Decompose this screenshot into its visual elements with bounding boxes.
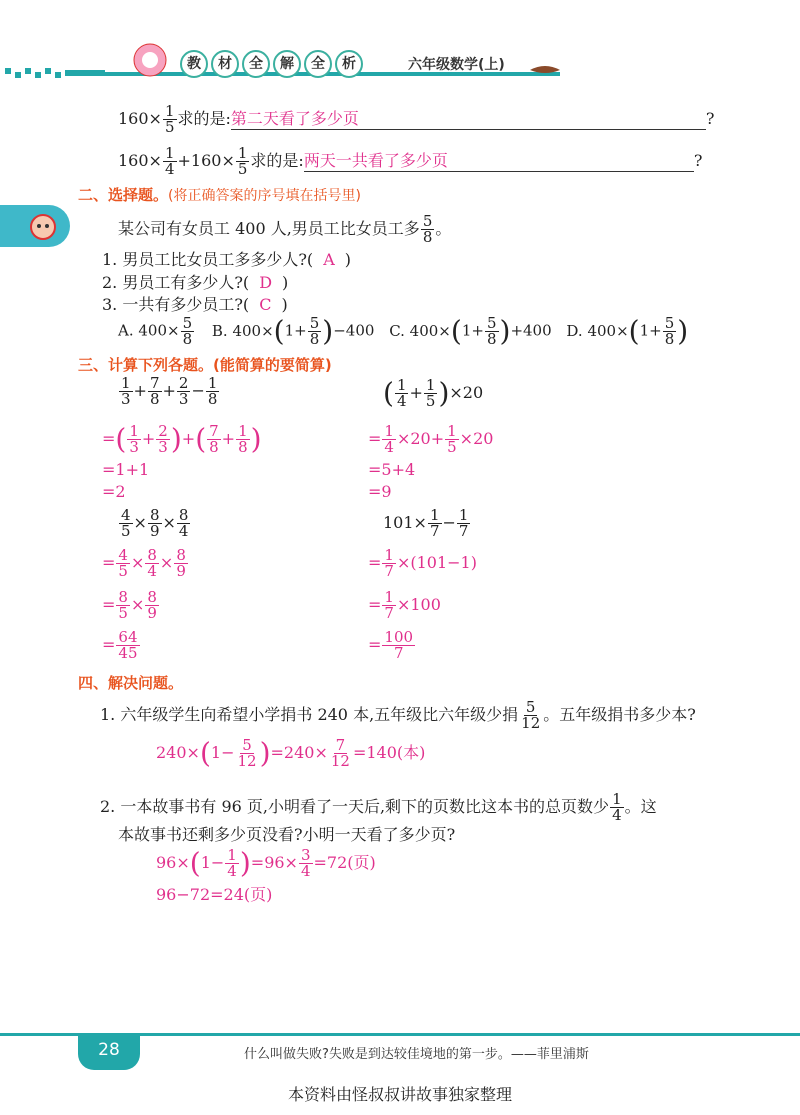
part2-stem: 某公司有女员工 400 人,男员工比女员工多 $\frac{5}{8}$ 。 [118, 212, 452, 246]
answer-blank: 第二天看了多少页 [231, 106, 706, 130]
section-heading: 三、计算下列各题。(能简算的要简算) [78, 356, 332, 374]
calc-step: = $\frac{1}{7}$ ×100 [368, 588, 441, 622]
word-problem-cont: 本故事书还剩多少页没看?小明一天看了多少页? [118, 825, 456, 844]
title-char: 全 [304, 50, 332, 78]
title-char: 材 [211, 50, 239, 78]
section-heading: 二、选择题。(将正确答案的序号填在括号里) [78, 186, 361, 204]
footer-credit: 本资料由怪叔叔讲故事独家整理 [287, 1085, 512, 1104]
part1-line2: 160× $\frac{1}{4}$ +160× $\frac{1}{5}$ 求的是:两天一共看了多少页 ? [118, 144, 703, 178]
calc-step: = $\frac{1}{7}$ ×(101−1) [368, 546, 477, 580]
calc-step: = $\frac{8}{5}$ × $\frac{8}{9}$ [102, 588, 157, 622]
word-answer: 96×(1− $\frac{1}{4}$ )=96× $\frac{3}{4}$ =72(页) [156, 846, 376, 880]
word-answer: 96−72=24(页) [156, 885, 273, 904]
question: 1. 男员工比女员工多多少人?( A ) [102, 250, 351, 269]
title-char: 解 [273, 50, 301, 78]
mascot-face-icon [28, 211, 58, 241]
calc-result: = $\frac{64}{45}$ [102, 628, 138, 662]
calc-step: =2 [102, 482, 126, 501]
question: 2. 男员工有多少人?( D ) [102, 273, 289, 292]
calc-result: = $\frac{100}{7}$ [368, 628, 414, 662]
calc-step: =5+4 [368, 460, 416, 479]
choices: A. 400× $\frac{5}{8}$ B. 400×(1+ $\frac{5}{8}$ )−400 C. 400×(1+ $\frac{5}{8}$ )+400 D. 400×(1+ $\frac{5}{8}$ ) [118, 314, 689, 348]
header [0, 40, 800, 90]
answer-blank: 两天一共看了多少页 [304, 148, 694, 172]
calc-step: =( $\frac{1}{3}$ + $\frac{2}{3}$ )+( $\frac{7}{8}$ + $\frac{1}{8}$ ) [102, 422, 262, 456]
word-problem: 1. 六年级学生向希望小学捐书 240 本,五年级比六年级少捐 $\frac{5}{12}$ 。五年级捐书多少本? [100, 698, 696, 732]
calc-problem: ( $\frac{1}{4}$ + $\frac{1}{5}$ )×20 [383, 376, 484, 410]
grade-label: 六年级数学(上) [408, 57, 505, 73]
word-problem: 2. 一本故事书有 96 页,小明看了一天后,剩下的页数比这本书的总页数少 $\frac{1}{4}$ 。这 [100, 790, 657, 824]
header-decoration [0, 40, 800, 90]
calc-problem: $\frac{1}{3}$ + $\frac{7}{8}$ + $\frac{2}{3}$ − $\frac{1}{8}$ [121, 374, 218, 408]
title-char: 析 [335, 50, 363, 78]
part1-line1: 160× $\frac{1}{5}$ 求的是:第二天看了多少页 ? [118, 102, 715, 136]
calc-step: =9 [368, 482, 392, 501]
calc-problem: $\frac{4}{5}$ × $\frac{8}{9}$ × $\frac{8}{4}$ [121, 506, 189, 540]
calc-problem: 101× $\frac{1}{7}$ − $\frac{1}{7}$ [383, 506, 469, 540]
calc-step: = $\frac{1}{4}$ ×20+ $\frac{1}{5}$ ×20 [368, 422, 494, 456]
question: 3. 一共有多少员工?( C ) [102, 295, 288, 314]
calc-step: = $\frac{4}{5}$ × $\frac{8}{4}$ × $\frac{8}{9}$ [102, 546, 186, 580]
title-char: 教 [180, 50, 208, 78]
word-answer: 240×(1− $\frac{5}{12}$ )=240× $\frac{7}{12}$ =140(本) [156, 736, 426, 770]
section-heading: 四、解决问题。 [78, 674, 184, 692]
footer-quote: 什么叫做失败?失败是到达较佳境地的第一步。——菲里浦斯 [244, 1047, 589, 1062]
side-tab [0, 205, 70, 247]
page-number: 28 [98, 1040, 120, 1060]
title-char: 全 [242, 50, 270, 78]
calc-step: =1+1 [102, 460, 150, 479]
